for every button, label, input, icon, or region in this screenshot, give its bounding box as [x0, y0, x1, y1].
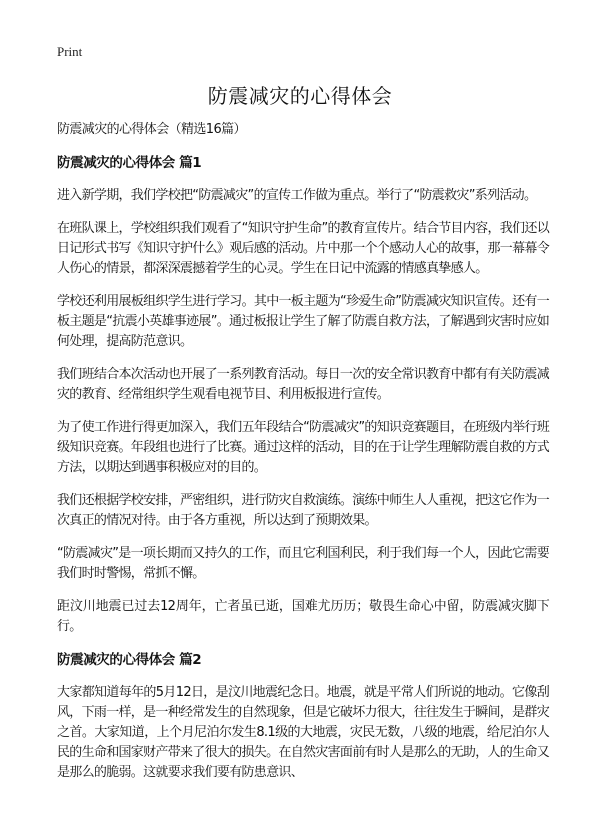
paragraph: 我们班结合本次活动也开展了一系列教育活动。每日一次的安全常识教育中都有有关防震减灾的教育、经常组织学生观看电视节目、利用板报进行宣传。	[57, 367, 550, 402]
document-title: 防震减灾的心得体会	[207, 84, 393, 108]
section-2	[57, 650, 549, 783]
paragraph: 距汶川地震已过去12周年，亡者虽已逝，国难尤历历；敬畏生命心中留，防震减灾脚下行。	[57, 599, 549, 634]
paragraph: 在班队课上，学校组织我们观看了“知识守护生命”的教育宣传片。结合节目内容，我们还以日记形式书写《知识守护什么》观后感的活动。片中那一个个感动人心的故事，那一幕幕令人伤心的情景，都深深震撼着学生的心灵。学生在日记中流露的情感真挚感人。	[57, 221, 550, 276]
paragraph: “防震减灾”是一项长期而又持久的工作，而且它利国利民，利于我们每一个人，因此它需要我们时时警惕，常抓不懈。	[57, 546, 549, 581]
section-1	[57, 153, 549, 637]
print-link[interactable]: Print	[57, 44, 83, 59]
document-subtitle: 防震减灾的心得体会（精选16篇）	[57, 122, 246, 137]
paragraph: 我们还根据学校安排，严密组织，进行防灾自救演练。演练中师生人人重视，把这它作为一次真正的情况对待。由于各方重视，所以达到了预期效果。	[57, 493, 550, 528]
paragraph: 学校还利用展板组织学生进行学习。其中一板主题为“珍爱生命”防震减灾知识宣传。还有一板主题是“抗震小英雄事迹展”。通过板报让学生了解了防震自救方法，了解遇到灾害时应如何处理，提高防范意识。	[57, 294, 549, 349]
section-heading: 防震减灾的心得体会 篇2	[57, 652, 202, 668]
document-body	[57, 120, 549, 796]
paragraph: 大家都知道每年的5月12日，是汶川地震纪念日。地震，就是平常人们所说的地动。它像刮风，下雨一样，是一种经常发生的自然现象，但是它破坏力很大，往往发生于瞬间，是群灾之首。大家知道，上个月尼泊尔发生8.1级的大地震，灾民无数，八级的地震，给尼泊尔人民的生命和国家财产带来了很大的损失。在自然灾害面前有时人是那么的无助，人的生命又是那么的脆弱。这就要求我们要有防患意识、	[57, 685, 550, 780]
paragraph: 为了使工作进行得更加深入，我们五年段结合“防震减灾”的知识竞赛题目，在班级内举行班级知识竞赛。年段组也进行了比赛。通过这样的活动，目的在于让学生理解防震自救的方式方法，以期达到遇事积极应对的目的。	[57, 420, 550, 475]
paragraph: 进入新学期，我们学校把“防震减灾”的宣传工作做为重点。举行了“防震救灾”系列活动。	[57, 188, 537, 203]
section-heading: 防震减灾的心得体会 篇1	[57, 155, 202, 171]
